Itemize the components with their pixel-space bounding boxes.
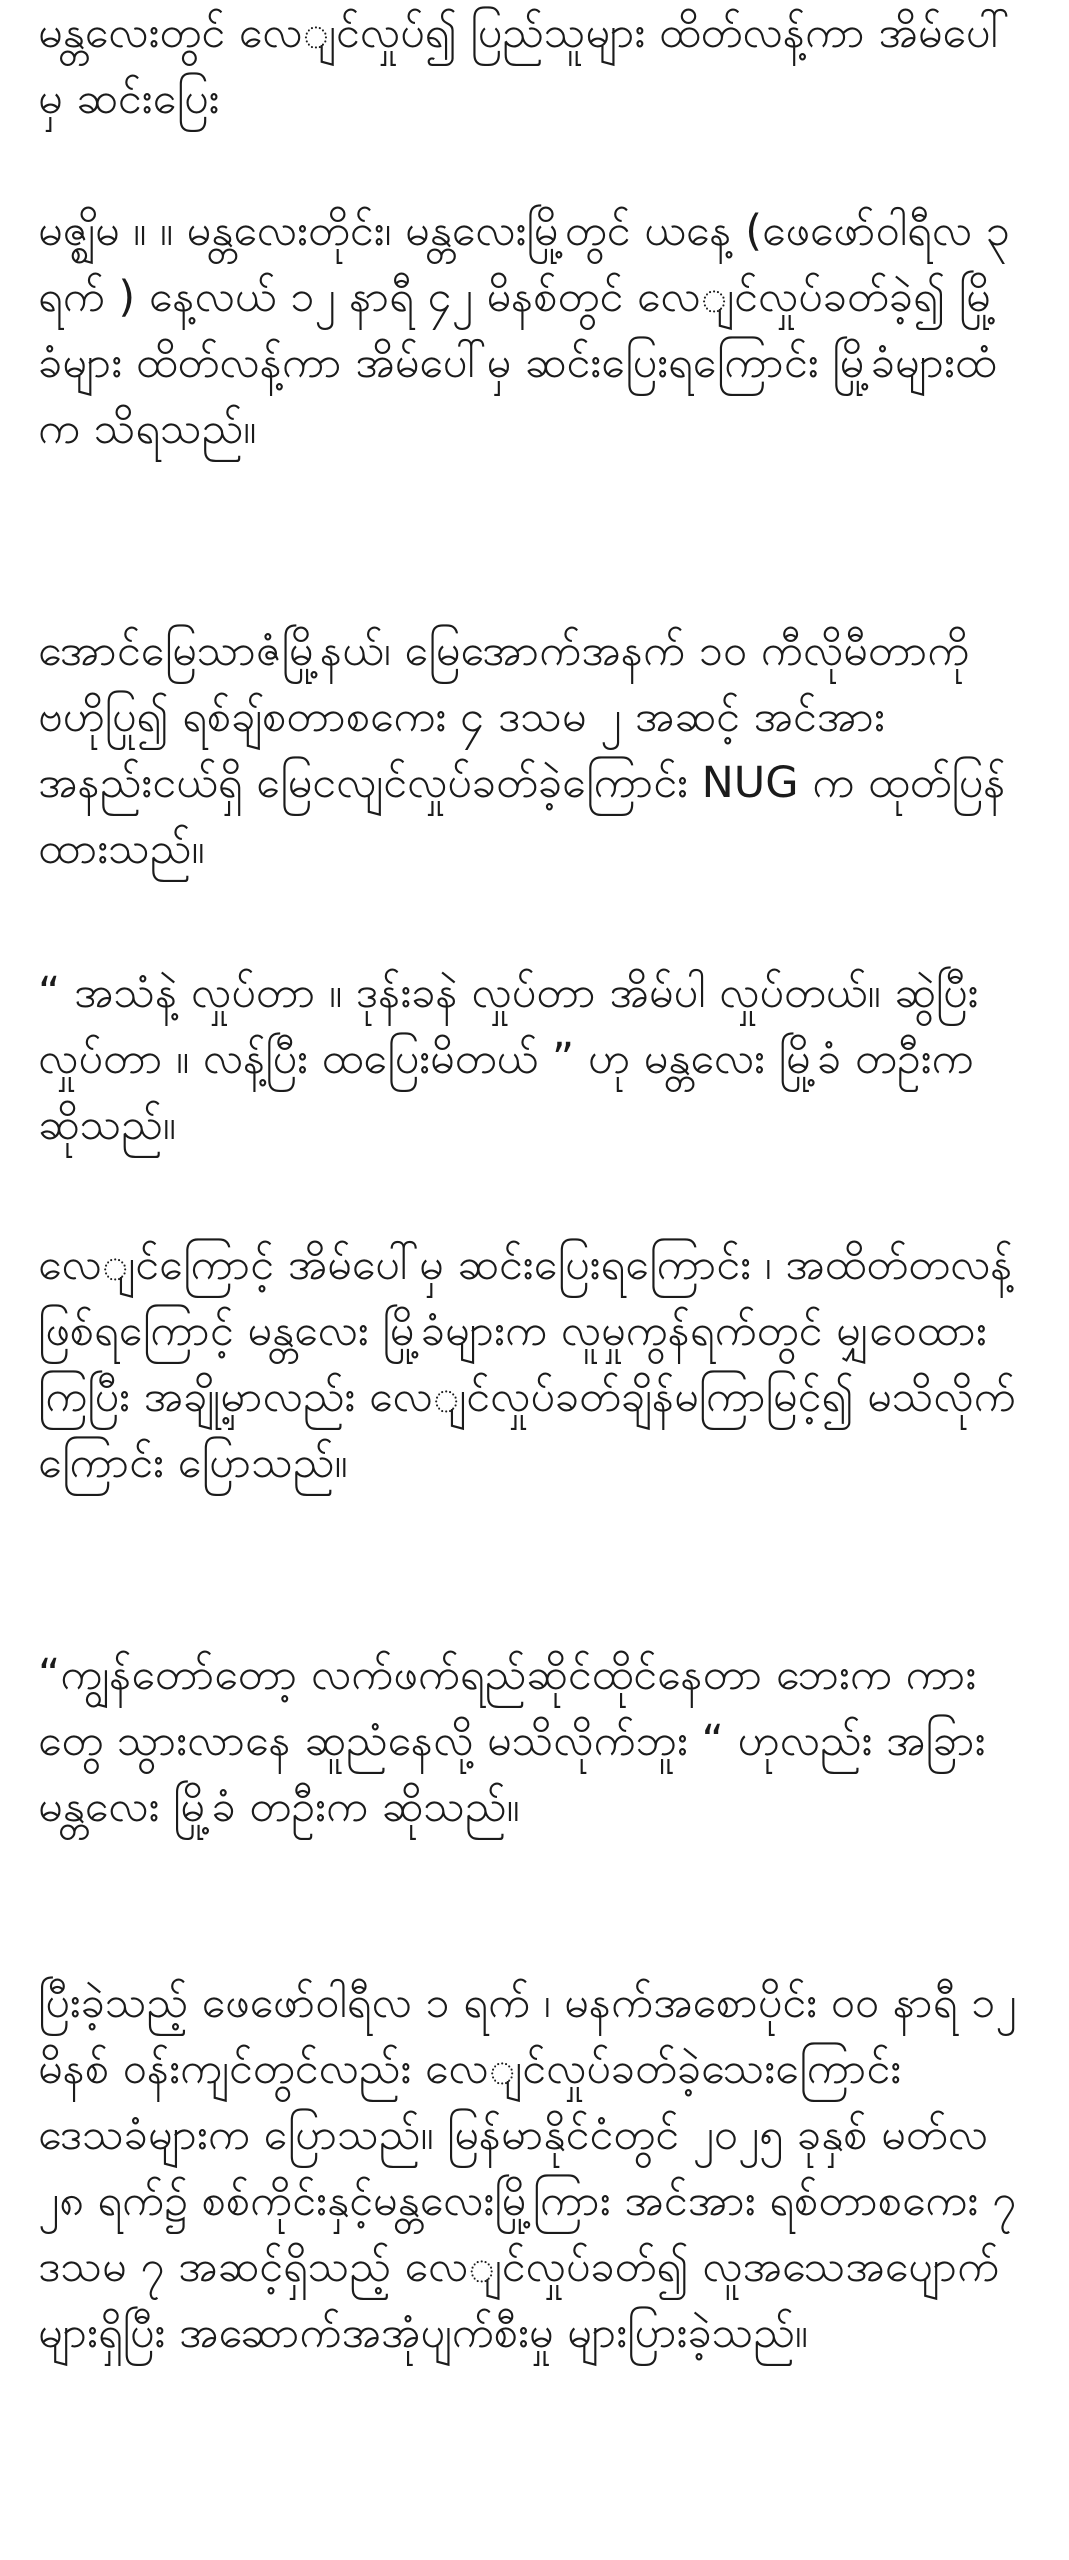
article-paragraph-4: ပြီးခဲ့သည့် ဖေဖော်ဝါရီလ ၁ ရက် ၊ မနက်အစောပိုင်း ၀၀ နာရီ ၁၂ မိနစ် ဝန်းကျင်တွင်လည်း လေျင်လှုပ်ခတ်ခဲ့သေးကြောင်း ဒေသခံများက ပြောသည်။ မြန်မာနိုင်ငံတွင် ၂၀၂၅ ခုနှစ် မတ်လ ၂၈ ရက်၌ စစ်ကိုင်းနှင့်မန္တလေးမြို့ကြား အင်အား ရစ်တာစကေး ၇ ဒသမ ၇ အဆင့်ရှိသည့် လေျင်လှုပ်ခတ်၍ လူအသေအပျောက်များရှိပြီး အဆောက်အအုံပျက်စီးမှု များပြားခဲ့သည်။ [38,1978,1017,2358]
article-paragraph-3: လေျင်ကြောင့် အိမ်ပေါ်မှ ဆင်းပြေးရကြောင်း ၊ အထိတ်တလန့် ဖြစ်ရကြောင့် မန္တလေး မြို့ခံများက လူမှုကွန်ရက်တွင် မျှဝေထားကြပြီး အချို့မှာလည်း လေျင်လှုပ်ခတ်ချိန်မကြာမြင့်၍ မသိလိုက်ကြောင်း ပြောသည်။ [38,1240,1016,1488]
article-paragraph-1: မဇ္ဈိမ ။ ။ မန္တလေးတိုင်း၊ မန္တလေးမြို့တွင် ယနေ့ (ဖေဖော်ဝါရီလ ၃ ရက် ) နေ့လယ် ၁၂ နာရီ ၄၂ မိနစ်တွင် လေျင်လှုပ်ခတ်ခဲ့၍ မြို့ခံများ ထိတ်လန့်ကာ အိမ်ပေါ်မှ ဆင်းပြေးရကြောင်း မြို့ခံများထံက သိရသည်။ [38,206,1010,454]
article-quote-2: “ကျွန်တော်တော့ လက်ဖက်ရည်ဆိုင်ထိုင်နေတာ ဘေးက ကားတွေ သွားလာနေ ဆူညံနေလို့ မသိလိုက်ဘူး “ ဟုလည်း အခြား မန္တလေး မြို့ခံ တဦးက ဆိုသည်။ [38,1650,986,1832]
article-paragraph-2: အောင်မြေသာဇံမြို့နယ်၊ မြေအောက်အနက် ၁၀ ကီလိုမီတာကို ဗဟိုပြု၍ ရစ်ချ်စတာစကေး ၄ ဒသမ ၂ အဆင့် အင်အားအနည်းငယ်ရှိ မြေငလျင်လှုပ်ခတ်ခဲ့ကြောင်း NUG က ထုတ်ပြန်ထားသည်။ [38,626,1006,874]
article-quote-1: “ အသံနဲ့ လှုပ်တာ ။ ဒုန်းခနဲ လှုပ်တာ အိမ်ပါ လှုပ်တယ်။ ဆွဲပြီး လှုပ်တာ ။ လန့်ပြီး ထပြေးမိတယ် ” ဟု မန္တလေး မြို့ခံ တဦးက ဆိုသည်။ [38,968,979,1150]
article-headline: မန္တလေးတွင် လေျင်လှုပ်၍ ပြည်သူများ ထိတ်လန့်ကာ အိမ်ပေါ်မှ ဆင်းပြေး [38,8,1010,124]
